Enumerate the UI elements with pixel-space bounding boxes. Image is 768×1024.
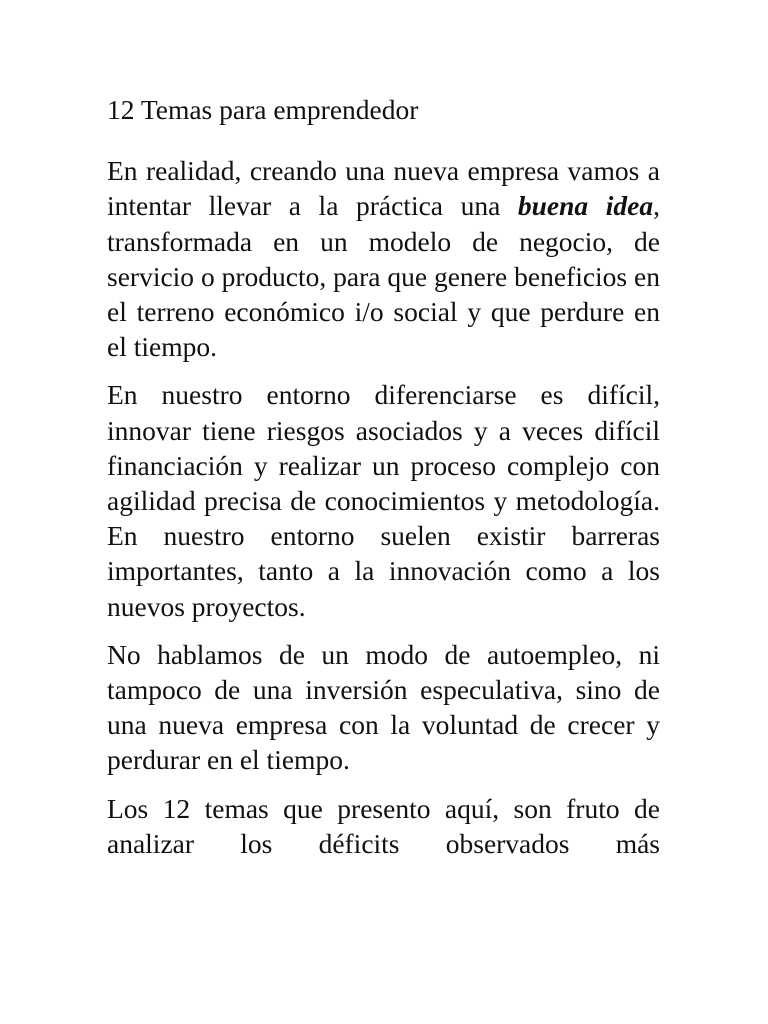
paragraph-entorno: En nuestro entorno diferenciarse es difícil, innovar tiene riesgos asociados y a veces difícil financiación y realizar un proceso complejo con agilidad precisa de conocimientos y metodología. En nuestro entorno suelen existir barreras importantes, tanto a la innovación como a los nuevos proyectos. xyxy=(107,379,660,622)
paragraph-autoempleo: No hablamos de un modo de autoempleo, ni tampoco de una inversión especulativa, sino de una nueva empresa con la voluntad de crecer y perdurar en el tiempo. xyxy=(107,638,660,776)
document-page xyxy=(107,92,660,874)
paragraph-intro xyxy=(107,153,660,364)
paragraph-temas-line-1: Los 12 temas que presento aquí, son fruto de xyxy=(107,792,660,824)
emphasis-buena-idea: buena idea xyxy=(517,190,654,222)
paragraph-intro-text-start: En realidad, creando una nueva empresa vamos a intentar llevar a la práctica una xyxy=(107,155,660,222)
paragraph-intro-text-end: , transformada en un modelo de negocio, de servicio o producto, para que genere beneficios en el terreno económico i/o social y que perdure en el tiempo. xyxy=(107,190,660,363)
document-title: 12 Temas para emprendedor xyxy=(107,94,419,125)
paragraph-temas-line-2: analizar los déficits observados más xyxy=(107,827,660,859)
paragraph-temas xyxy=(107,791,660,861)
